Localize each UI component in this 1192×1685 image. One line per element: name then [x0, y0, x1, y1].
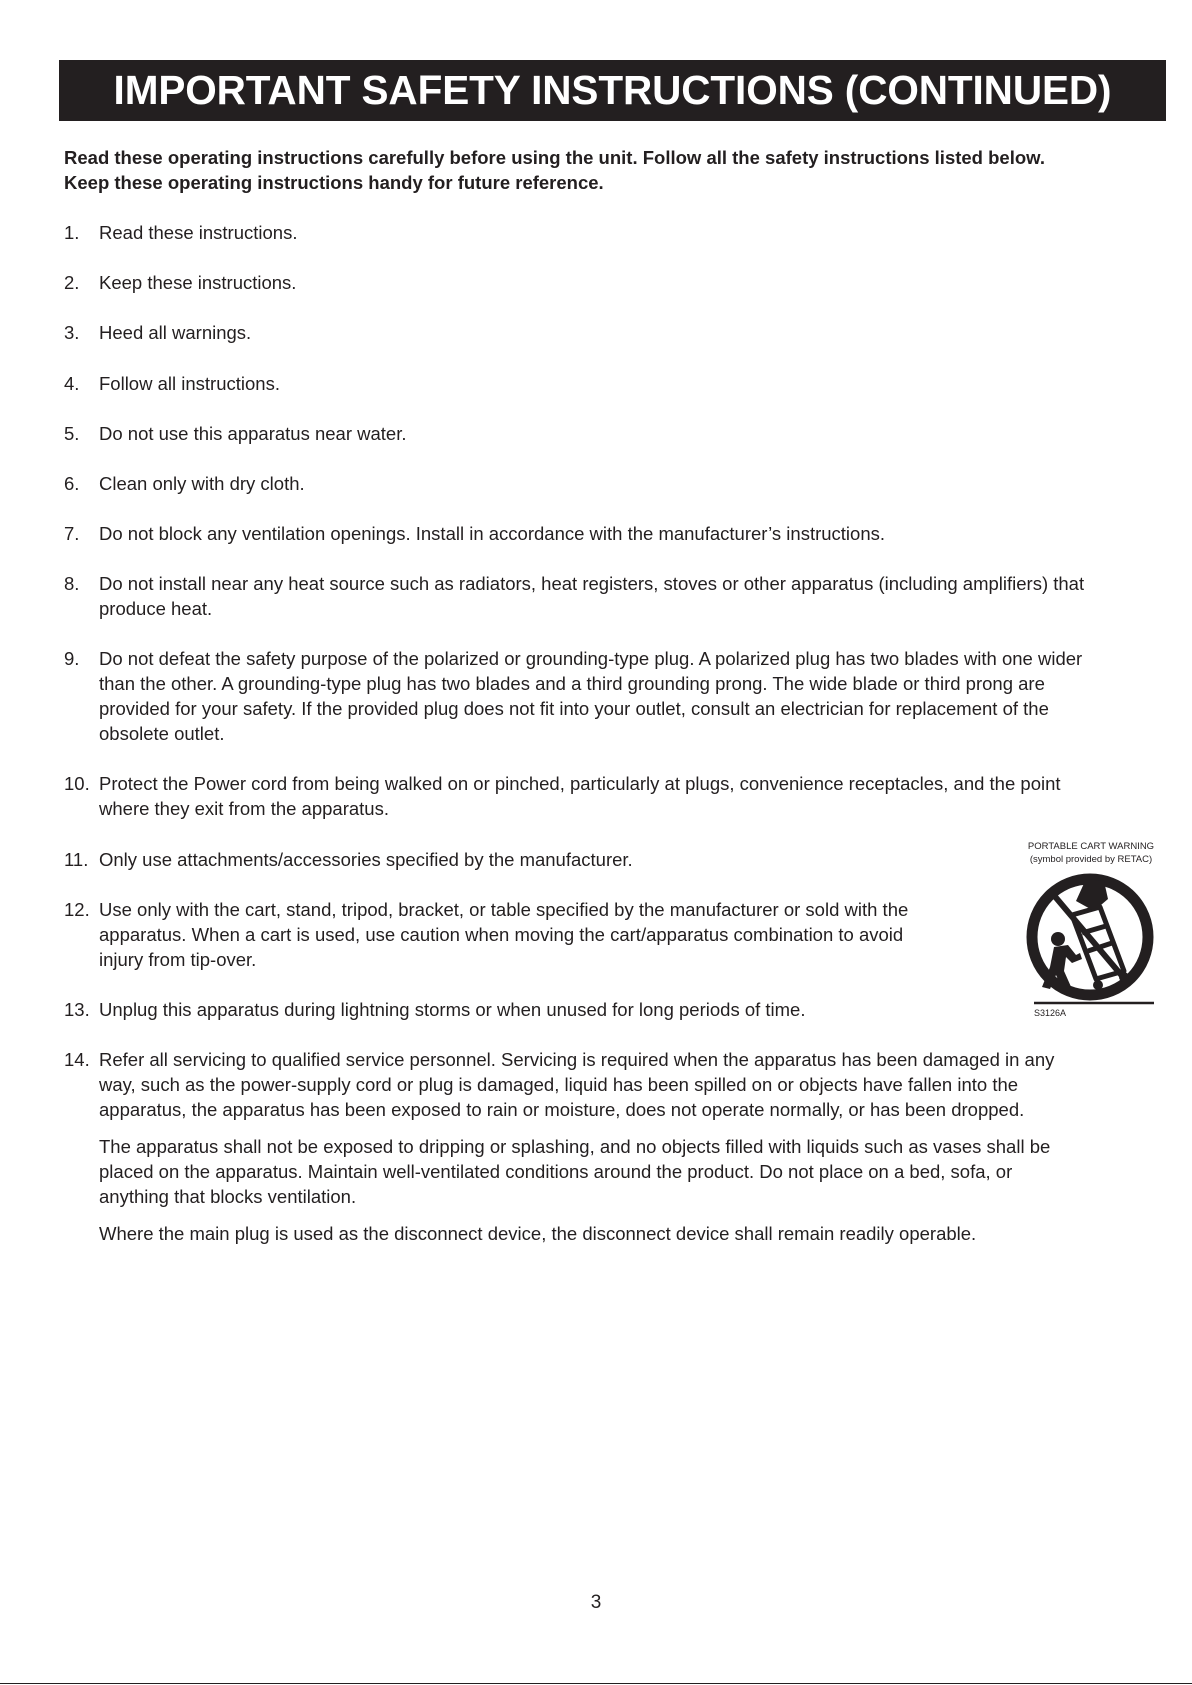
item-line: Read these instructions. — [99, 222, 298, 243]
item-line: Do not use this apparatus near water. — [99, 423, 407, 444]
item-number: 3. — [64, 322, 80, 343]
intro-text — [64, 145, 1174, 195]
bottom-divider — [0, 1683, 1192, 1684]
item-line: obsolete outlet. — [99, 723, 225, 744]
item-number: 11. — [64, 849, 89, 870]
item-text — [99, 371, 280, 396]
item-line: Unplug this apparatus during lightning storms or when unused for long periods of time. — [99, 999, 806, 1020]
item-line: apparatus. When a cart is used, use caution when moving the cart/apparatus combination to avoid — [99, 924, 904, 945]
item-text — [99, 521, 885, 546]
item-number: 13. — [64, 999, 90, 1020]
item-line: Do not defeat the safety purpose of the polarized or grounding-type plug. A polarized plug has two blades with one wider — [99, 648, 1083, 669]
item-text — [99, 571, 1084, 621]
item-line: Protect the Power cord from being walked on or pinched, particularly at plugs, convenience receptacles, and the point — [99, 773, 1061, 794]
paragraph-line: Where the main plug is used as the disconnect device, the disconnect device shall remain readily operable. — [99, 1223, 977, 1244]
item-line: Refer all servicing to qualified service personnel. Servicing is required when the apparatus has been damaged in any — [99, 1049, 1055, 1070]
item-line: Do not block any ventilation openings. Install in accordance with the manufacturer’s instructions. — [99, 523, 885, 544]
item-text — [99, 897, 908, 972]
item-number: 10. — [64, 773, 90, 794]
item-line: Heed all warnings. — [99, 322, 252, 343]
cart-warning-source: (symbol provided by RETAC) — [1029, 854, 1153, 865]
item-line: Keep these instructions. — [99, 272, 297, 293]
item-text — [99, 421, 407, 446]
item-text — [99, 646, 1082, 746]
item-number: 14. — [64, 1049, 90, 1070]
item-text — [99, 847, 633, 872]
portable-cart-warning — [1012, 841, 1170, 1021]
intro-line-2: Keep these operating instructions handy for future reference. — [64, 172, 604, 193]
item-line: than the other. A grounding-type plug has two blades and a third grounding prong. The wide blade or third prong are — [99, 673, 1045, 694]
portable-cart-warning-icon — [1024, 871, 1164, 1011]
item-number: 8. — [64, 573, 80, 594]
item-line: Only use attachments/accessories specified by the manufacturer. — [99, 849, 633, 870]
paragraph-line: anything that blocks ventilation. — [99, 1186, 357, 1207]
item-number: 5. — [64, 423, 80, 444]
item-text — [99, 997, 806, 1022]
item-text — [99, 1047, 1054, 1122]
page-number: 3 — [590, 1592, 602, 1613]
item-number: 2. — [64, 272, 80, 293]
paragraph-text — [99, 1221, 976, 1246]
item-text — [99, 220, 297, 245]
item-line: Use only with the cart, stand, tripod, bracket, or table specified by the manufacturer or sold with the — [99, 899, 909, 920]
item-text — [99, 270, 296, 295]
item-number: 9. — [64, 648, 80, 669]
item-line: way, such as the power-supply cord or plug is damaged, liquid has been spilled on or objects have fallen into the — [99, 1074, 1019, 1095]
item-number: 12. — [64, 899, 90, 920]
item-line: injury from tip-over. — [99, 949, 257, 970]
intro-line-1: Read these operating instructions carefully before using the unit. Follow all the safety instructions listed below. — [64, 147, 1045, 168]
item-text — [99, 320, 251, 345]
paragraph-text — [99, 1134, 1050, 1209]
item-line: provided for your safety. If the provided plug does not fit into your outlet, consult an electrician for replacement of the — [99, 698, 1049, 719]
item-line: Follow all instructions. — [99, 373, 280, 394]
cart-warning-code: S3126A — [1034, 1008, 1067, 1018]
item-number: 1. — [64, 222, 80, 243]
item-line: apparatus, the apparatus has been exposed to rain or moisture, does not operate normally, or has been dropped. — [99, 1099, 1025, 1120]
item-line: Clean only with dry cloth. — [99, 473, 305, 494]
paragraph-line: The apparatus shall not be exposed to dripping or splashing, and no objects filled with liquids such as vases shall be — [99, 1136, 1051, 1157]
item-line: Do not install near any heat source such as radiators, heat registers, stoves or other apparatus (including amplifiers) that — [99, 573, 1085, 594]
item-number: 4. — [64, 373, 80, 394]
item-text — [99, 771, 1061, 821]
item-number: 7. — [64, 523, 80, 544]
paragraph-line: placed on the apparatus. Maintain well-ventilated conditions around the product. Do not place on a bed, sofa, or — [99, 1161, 1013, 1182]
item-text — [99, 471, 305, 496]
cart-warning-caption: PORTABLE CART WARNING — [1027, 841, 1155, 852]
page-title: IMPORTANT SAFETY INSTRUCTIONS (CONTINUED) — [59, 60, 1166, 121]
item-line: produce heat. — [99, 598, 213, 619]
item-number: 6. — [64, 473, 80, 494]
item-line: where they exit from the apparatus. — [99, 798, 389, 819]
